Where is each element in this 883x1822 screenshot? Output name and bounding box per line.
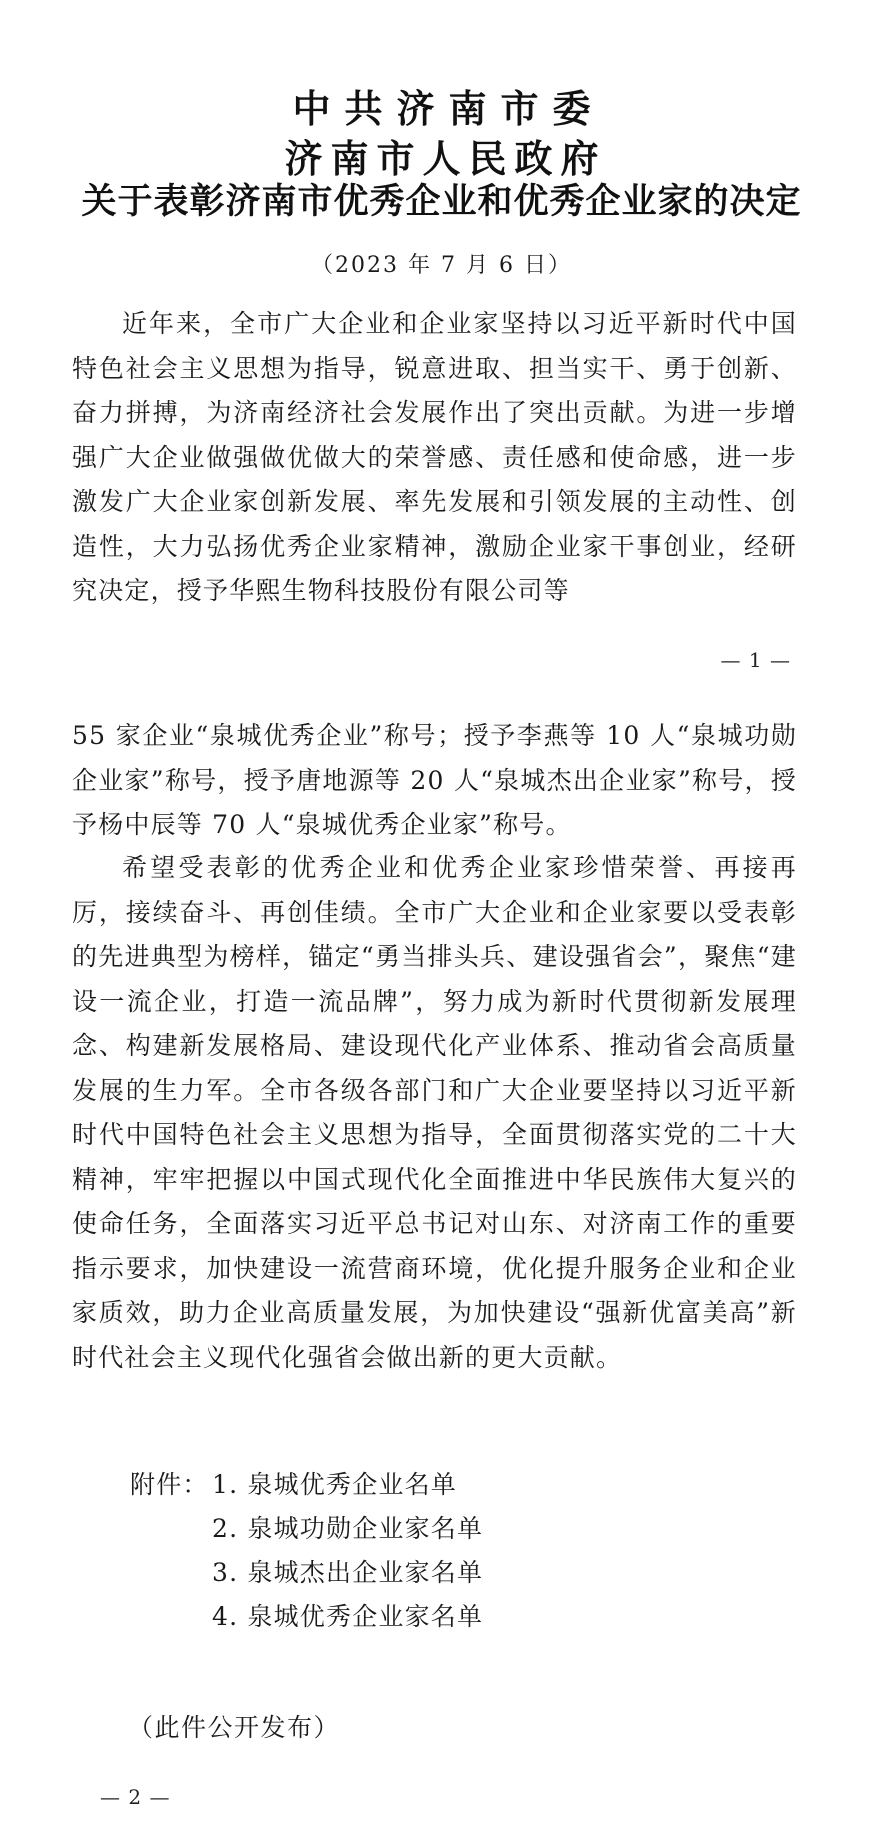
document-date: （2023 年 7 月 6 日） xyxy=(311,253,572,278)
body-paragraph-1: 近年来，全市广大企业和企业家坚持以习近平新时代中国特色社会主义思想为指导，锐意进取、担当实干、勇于创新、奋力拼搏，为济南经济社会发展作出了突出贡献。为进一步增强广大企业做强做优做大的荣誉感、责任感和使命感，进一步激发广大企业家创新发展、率先发展和引领发展的主动性、创造性，大力弘扬优秀企业家精神，激励企业家干事创业，经研究决定，授予华熙生物科技股份有限公司等 xyxy=(72,309,797,605)
issuer-title-party-committee: 中共济南市委 xyxy=(292,87,605,131)
attachments-label: 附件： xyxy=(130,1470,209,1499)
body-paragraph-2: 希望受表彰的优秀企业和优秀企业家珍惜荣誉、再接再厉，接续奋斗、再创佳绩。全市广大企业和企业家要以受表彰的先进典型为榜样，锚定“勇当排头兵、建设强省会”，聚焦“建设一流企业，打造一流品牌”，努力成为新时代贯彻新发展理念、构建新发展格局、建设现代化产业体系、推动省会高质量发展的生力军。全市各级各部门和广大企业要坚持以习近平新时代中国特色社会主义思想为指导，全面贯彻落实党的二十大精神，牢牢把握以中国式现代化全面推进中华民族伟大复兴的使命任务，全面落实习近平总书记对山东、对济南工作的重要指示要求，加快建设一流营商环境，优化提升服务企业和企业家质效，助力企业高质量发展，为加快建设“强新优富美高”新时代社会主义现代化强省会做出新的更大贡献。 xyxy=(72,853,797,1372)
attachment-item: 2. 泉城功勋企业家名单 xyxy=(212,1514,484,1543)
body-paragraph-continued: 55 家企业“泉城优秀企业”称号；授予李燕等 10 人“泉城功勋企业家”称号，授予唐地源等 20 人“泉城杰出企业家”称号，授予杨中辰等 70 人“泉城优秀企业家”称号。 xyxy=(72,721,797,839)
attachment-item: 1. 泉城优秀企业名单 xyxy=(212,1470,458,1499)
issuer-title-government: 济南市人民政府 xyxy=(284,137,607,181)
document-page-2 xyxy=(0,700,883,1822)
page-number: — 1 — xyxy=(720,648,791,672)
attachment-item: 4. 泉城优秀企业家名单 xyxy=(212,1602,484,1631)
attachment-item: 3. 泉城杰出企业家名单 xyxy=(212,1558,484,1587)
publish-note: （此件公开发布） xyxy=(128,1713,341,1742)
document-page-1 xyxy=(0,0,883,700)
page-number: — 2 — xyxy=(100,1785,171,1809)
document-title: 关于表彰济南市优秀企业和优秀企业家的决定 xyxy=(81,182,802,222)
